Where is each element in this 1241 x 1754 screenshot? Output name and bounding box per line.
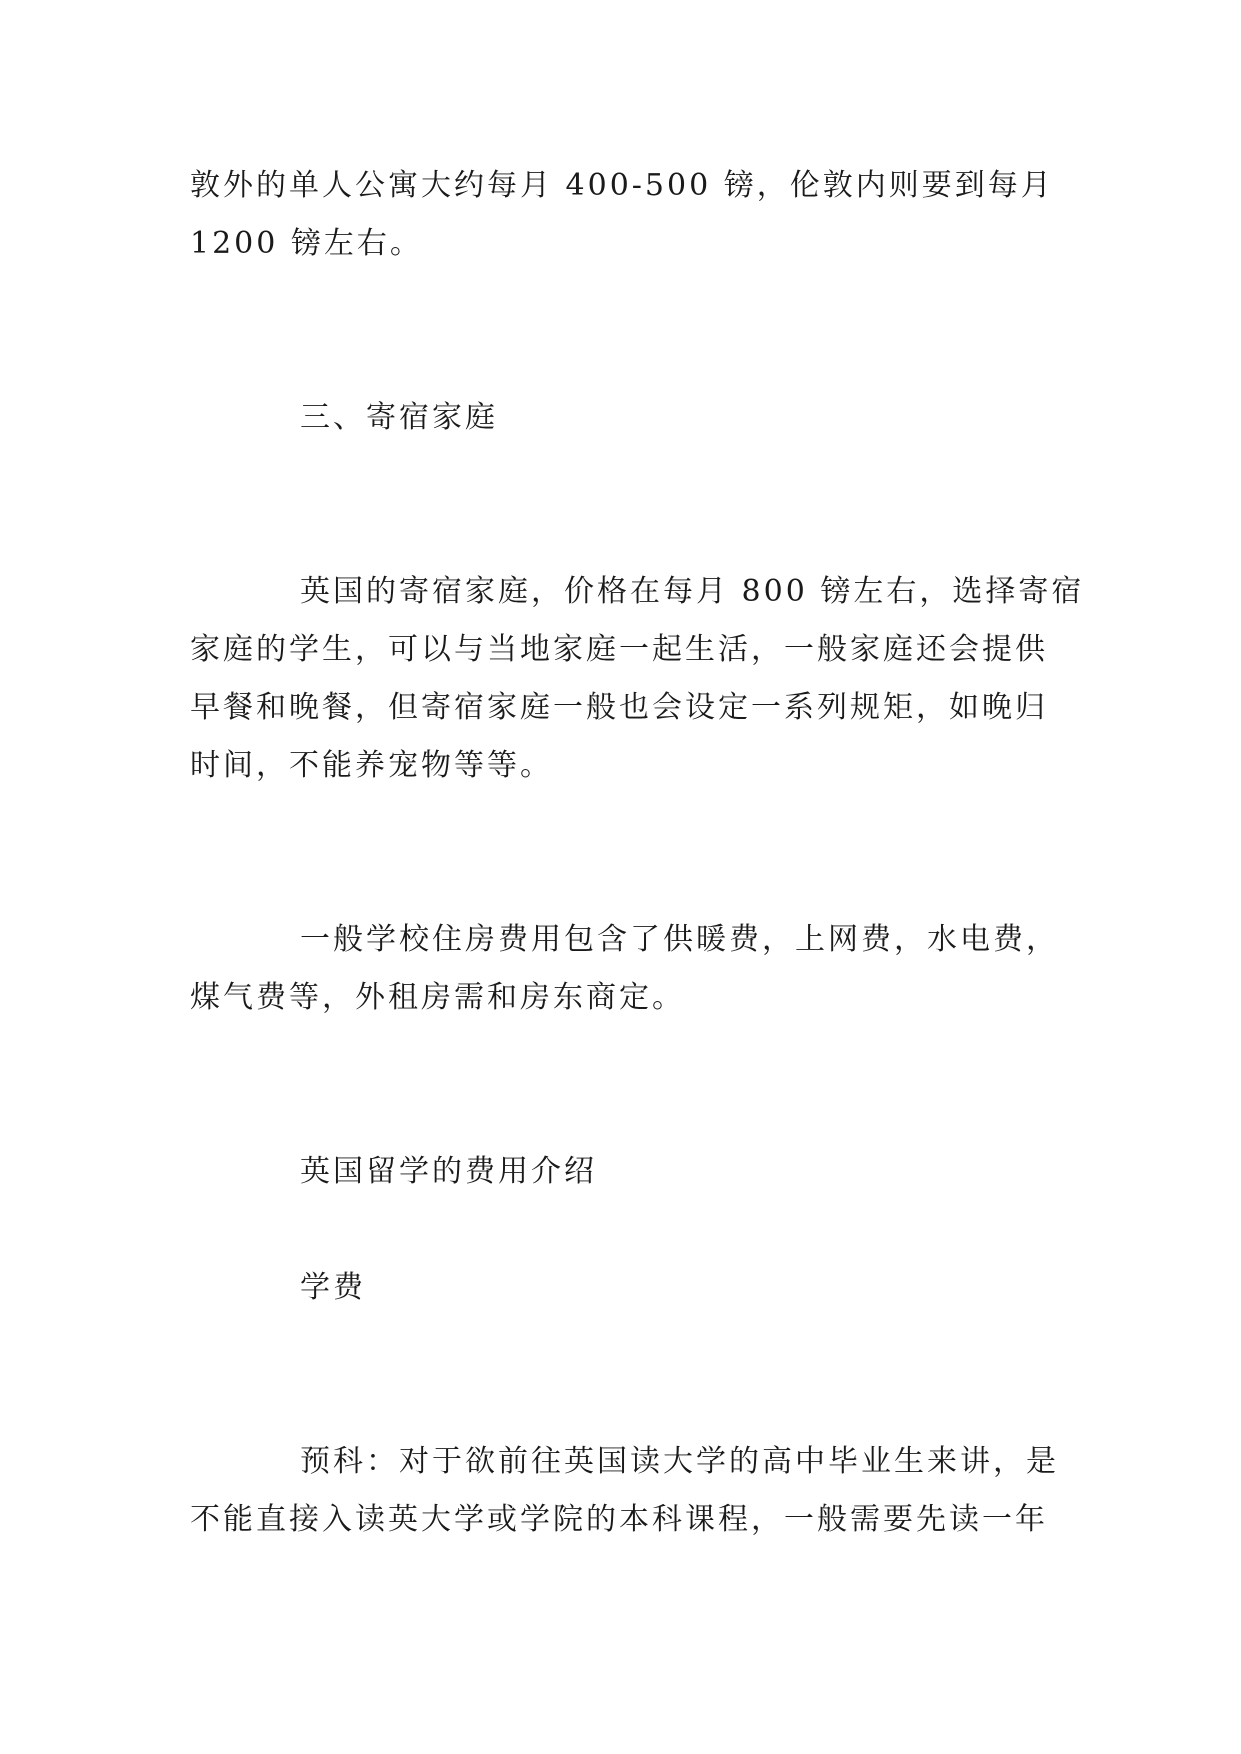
paragraph-line: 早餐和晚餐，但寄宿家庭一般也会设定一系列规矩，如晚归 [190,690,1048,725]
section-heading: 英国留学的费用介绍 [300,1154,597,1189]
paragraph-line: 预科：对于欲前往英国读大学的高中毕业生来讲，是 [300,1444,1059,1479]
paragraph-line: 英国的寄宿家庭，价格在每月 800 镑左右，选择寄宿 [300,574,1085,609]
paragraph-line: 敦外的单人公寓大约每月 400-500 镑，伦敦内则要到每月 [190,168,1054,203]
paragraph-line: 不能直接入读英大学或学院的本科课程，一般需要先读一年 [190,1502,1048,1537]
paragraph-line: 煤气费等，外租房需和房东商定。 [190,980,685,1015]
section-heading: 三、寄宿家庭 [300,400,498,435]
paragraph-line: 一般学校住房费用包含了供暖费，上网费，水电费， [300,922,1059,957]
paragraph-line: 家庭的学生，可以与当地家庭一起生活，一般家庭还会提供 [190,632,1048,667]
subsection-heading: 学费 [300,1270,366,1305]
paragraph-line: 时间，不能养宠物等等。 [190,748,553,783]
paragraph-line: 1200 镑左右。 [190,226,423,261]
